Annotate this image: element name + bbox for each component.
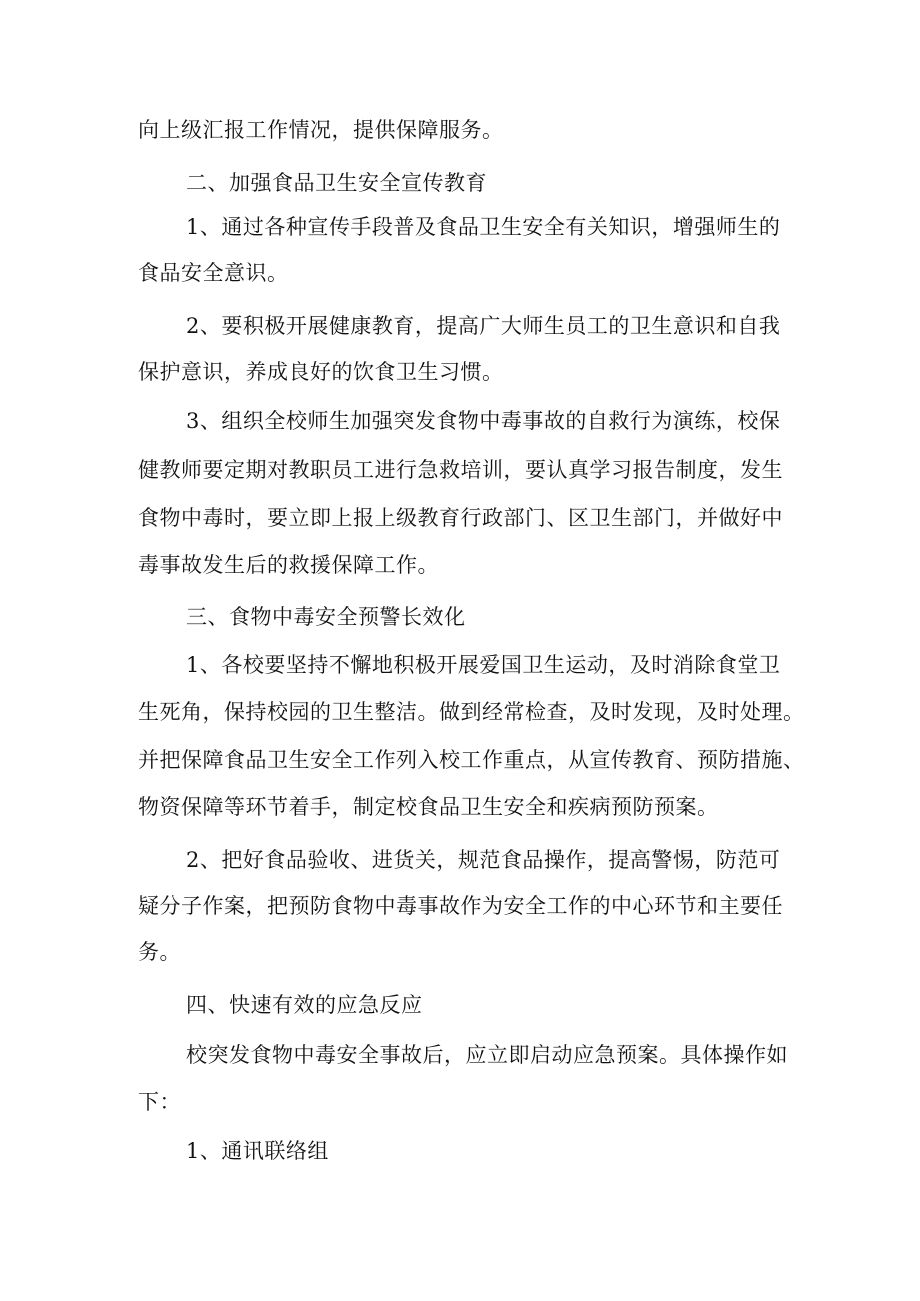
paragraph-line: 物资保障等环节着手，制定校食品卫生安全和疾病预防预案。 bbox=[138, 795, 719, 819]
section-heading-3: 三、食物中毒安全预警长效化 bbox=[186, 605, 466, 629]
paragraph-line: 生死角，保持校园的卫生整洁。做到经常检查，及时发现，及时处理。 bbox=[138, 700, 805, 724]
paragraph-line: 2、要积极开展健康教育，提高广大师生员工的卫生意识和自我 bbox=[186, 314, 781, 338]
paragraph-line: 1、各校要坚持不懈地积极开展爱国卫生运动，及时消除食堂卫 bbox=[186, 653, 781, 677]
paragraph-line: 食物中毒时，要立即上报上级教育行政部门、区卫生部门，并做好中 bbox=[138, 506, 783, 530]
paragraph-line: 1、通过各种宣传手段普及食品卫生安全有关知识，增强师生的 bbox=[186, 215, 781, 239]
paragraph-line: 食品安全意识。 bbox=[138, 261, 289, 285]
section-heading-4: 四、快速有效的应急反应 bbox=[186, 993, 423, 1017]
paragraph-line: 1、通讯联络组 bbox=[186, 1139, 329, 1163]
paragraph-line: 向上级汇报工作情况，提供保障服务。 bbox=[138, 118, 504, 142]
paragraph-line: 保护意识，养成良好的饮食卫生习惯。 bbox=[138, 360, 504, 384]
paragraph-line: 毒事故发生后的救援保障工作。 bbox=[138, 553, 439, 577]
paragraph-line: 3、组织全校师生加强突发食物中毒事故的自救行为演练，校保 bbox=[186, 409, 781, 433]
paragraph-line: 健教师要定期对教职员工进行急救培训，要认真学习报告制度，发生 bbox=[138, 458, 783, 482]
paragraph-line: 务。 bbox=[138, 940, 181, 964]
paragraph-line: 校突发食物中毒安全事故后，应立即启动应急预案。具体操作如 bbox=[186, 1043, 788, 1067]
paragraph-line: 并把保障食品卫生安全工作列入校工作重点，从宣传教育、预防措施、 bbox=[138, 748, 805, 772]
paragraph-line: 疑分子作案，把预防食物中毒事故作为安全工作的中心环节和主要任 bbox=[138, 894, 783, 918]
paragraph-line: 2、把好食品验收、进货关，规范食品操作，提高警惕，防范可 bbox=[186, 848, 781, 872]
paragraph-line: 下： bbox=[138, 1090, 181, 1114]
section-heading-2: 二、加强食品卫生安全宣传教育 bbox=[186, 171, 487, 195]
